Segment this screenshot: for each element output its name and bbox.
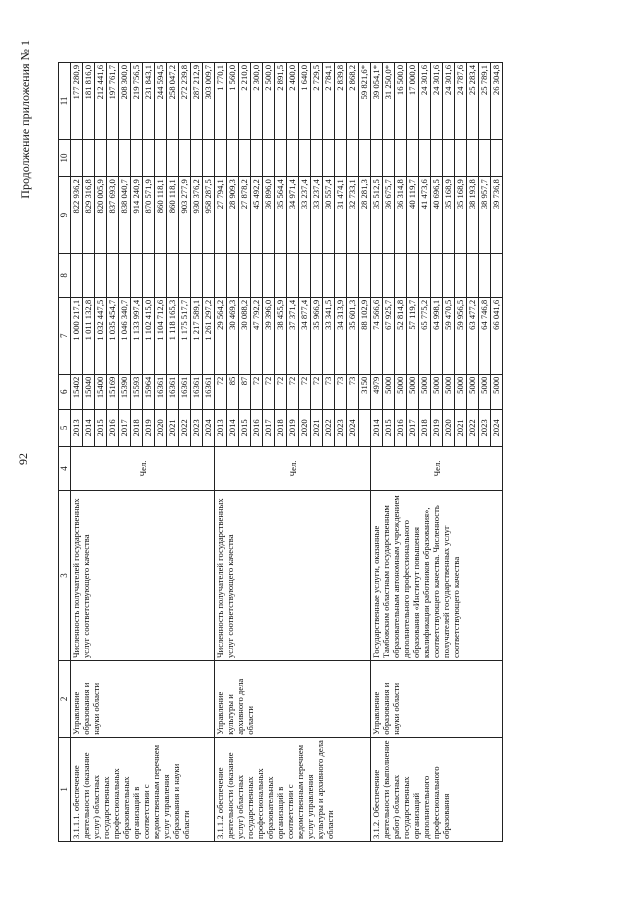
federal-cell <box>347 253 359 297</box>
regional-cell: 30 557,4 <box>323 177 335 254</box>
federal-cell <box>143 253 155 297</box>
total-cell: 37 371,4 <box>287 297 299 374</box>
local-cell <box>227 139 239 176</box>
local-cell <box>95 139 107 176</box>
column-number: 1 <box>59 737 71 841</box>
value-cell: 5000 <box>419 374 431 409</box>
offbudget-cell: 244 594,5 <box>155 63 167 140</box>
total-cell: 1 133 997,4 <box>131 297 143 374</box>
federal-cell <box>227 253 239 297</box>
column-number: 7 <box>59 297 71 374</box>
offbudget-cell: 208 300,0 <box>119 63 131 140</box>
federal-cell <box>299 253 311 297</box>
table-row <box>371 63 383 842</box>
value-cell: 15040 <box>83 374 95 409</box>
page-number: 92 <box>16 453 30 465</box>
total-cell: 1 000 217,1 <box>71 297 83 374</box>
offbudget-cell: 1 640,0 <box>299 63 311 140</box>
local-cell <box>335 139 347 176</box>
federal-cell <box>239 253 251 297</box>
local-cell <box>107 139 119 176</box>
local-cell <box>407 139 419 176</box>
federal-cell <box>203 253 215 297</box>
regional-cell: 930 376,2 <box>191 177 203 254</box>
column-number: 8 <box>59 253 71 297</box>
indicator-table <box>58 62 503 842</box>
value-cell: 15400 <box>95 374 107 409</box>
year-cell: 2021 <box>167 409 179 446</box>
responsible-org <box>371 660 503 737</box>
offbudget-cell: 1 770,1 <box>215 63 227 140</box>
offbudget-cell: 212 441,6 <box>95 63 107 140</box>
year-cell: 2024 <box>491 409 503 446</box>
local-cell <box>479 139 491 176</box>
year-cell: 2018 <box>419 409 431 446</box>
regional-cell: 32 733,1 <box>347 177 359 254</box>
offbudget-cell: 2 868,2 <box>347 63 359 140</box>
total-cell: 1 217 589,1 <box>191 297 203 374</box>
measure-name-text: 3.1.1.2 обеспечение деятельности (оказание услуг) областных государственных профессиональных образовательных организаций в соответствии с ведомственным перечнем услуг управления культуры и архивного дела области <box>215 740 335 839</box>
value-cell: 72 <box>311 374 323 409</box>
total-cell: 66 041,6 <box>491 297 503 374</box>
local-cell <box>395 139 407 176</box>
federal-cell <box>71 253 83 297</box>
regional-cell: 27 794,1 <box>215 177 227 254</box>
total-cell: 74 566,6 <box>371 297 383 374</box>
federal-cell <box>323 253 335 297</box>
regional-cell: 35 168,9 <box>455 177 467 254</box>
total-cell: 67 925,7 <box>383 297 395 374</box>
total-cell: 1 035 454,7 <box>107 297 119 374</box>
column-number: 11 <box>59 63 71 140</box>
offbudget-cell: 2 891,5 <box>275 63 287 140</box>
total-cell: 64 746,8 <box>479 297 491 374</box>
value-cell: 72 <box>251 374 263 409</box>
responsible-org <box>71 660 215 737</box>
year-cell: 2018 <box>131 409 143 446</box>
federal-cell <box>467 253 479 297</box>
regional-cell: 36 675,7 <box>383 177 395 254</box>
offbudget-cell: 24 301,6 <box>443 63 455 140</box>
offbudget-cell: 31 250,0* <box>383 63 395 140</box>
local-cell <box>371 139 383 176</box>
regional-cell: 35 168,9 <box>443 177 455 254</box>
offbudget-cell: 219 756,5 <box>131 63 143 140</box>
indicator-name-text: Численность получателей государственных услуг соответствующего качества <box>71 498 91 658</box>
table-row <box>71 63 83 842</box>
local-cell <box>287 139 299 176</box>
regional-cell: 33 237,4 <box>311 177 323 254</box>
federal-cell <box>83 253 95 297</box>
federal-cell <box>311 253 323 297</box>
value-cell: 16361 <box>179 374 191 409</box>
federal-cell <box>431 253 443 297</box>
local-cell <box>251 139 263 176</box>
federal-cell <box>419 253 431 297</box>
total-cell: 65 775,2 <box>419 297 431 374</box>
local-cell <box>143 139 155 176</box>
year-cell: 2020 <box>299 409 311 446</box>
value-cell: 72 <box>287 374 299 409</box>
total-cell: 33 341,5 <box>323 297 335 374</box>
offbudget-cell: 1 560,0 <box>227 63 239 140</box>
regional-cell: 40 696,5 <box>431 177 443 254</box>
value-cell: 4979 <box>371 374 383 409</box>
regional-cell: 837 693,0 <box>107 177 119 254</box>
regional-cell: 41 473,6 <box>419 177 431 254</box>
unit-of-measure-text: Чел. <box>287 460 298 477</box>
federal-cell <box>371 253 383 297</box>
offbudget-cell: 59 821,6* <box>359 63 371 140</box>
federal-cell <box>383 253 395 297</box>
regional-cell: 38 193,8 <box>467 177 479 254</box>
offbudget-cell: 2 400,0 <box>287 63 299 140</box>
total-cell: 30 469,3 <box>227 297 239 374</box>
year-cell: 2014 <box>371 409 383 446</box>
unit-of-measure <box>215 447 371 491</box>
value-cell: 5000 <box>467 374 479 409</box>
value-cell: 15390 <box>119 374 131 409</box>
measure-name <box>371 737 503 841</box>
indicator-name <box>371 490 503 660</box>
year-cell: 2014 <box>227 409 239 446</box>
local-cell <box>155 139 167 176</box>
regional-cell: 822 936,2 <box>71 177 83 254</box>
regional-cell: 829 316,8 <box>83 177 95 254</box>
column-number: 2 <box>59 660 71 737</box>
total-cell: 52 814,8 <box>395 297 407 374</box>
total-cell: 59 956,5 <box>455 297 467 374</box>
year-cell: 2022 <box>467 409 479 446</box>
offbudget-cell: 231 843,1 <box>143 63 155 140</box>
value-cell: 73 <box>323 374 335 409</box>
year-cell: 2016 <box>251 409 263 446</box>
year-cell: 2017 <box>407 409 419 446</box>
regional-cell: 860 118,1 <box>155 177 167 254</box>
local-cell <box>191 139 203 176</box>
column-number: 10 <box>59 139 71 176</box>
total-cell: 64 998,1 <box>431 297 443 374</box>
offbudget-cell: 26 304,8 <box>491 63 503 140</box>
value-cell: 5000 <box>455 374 467 409</box>
local-cell <box>443 139 455 176</box>
value-cell: 5000 <box>395 374 407 409</box>
total-cell: 57 119,7 <box>407 297 419 374</box>
total-cell: 63 477,2 <box>467 297 479 374</box>
offbudget-cell: 25 789,1 <box>479 63 491 140</box>
column-number: 9 <box>59 177 71 254</box>
federal-cell <box>479 253 491 297</box>
regional-cell: 36 896,0 <box>263 177 275 254</box>
responsible-org <box>215 660 371 737</box>
local-cell <box>83 139 95 176</box>
local-cell <box>491 139 503 176</box>
total-cell: 1 032 447,5 <box>95 297 107 374</box>
measure-name-text: 3.1.1.1. обеспечение деятельности (оказание услуг) областных государственных профессиональных образовательных организаций в соответствии с ведомственным перечнем услуг управления образования и науки области <box>71 744 191 839</box>
offbudget-cell: 177 280,9 <box>71 63 83 140</box>
year-cell: 2013 <box>71 409 83 446</box>
total-cell: 1 011 132,8 <box>83 297 95 374</box>
regional-cell: 860 118,1 <box>167 177 179 254</box>
regional-cell: 958 287,5 <box>203 177 215 254</box>
offbudget-cell: 39 054,1* <box>371 63 383 140</box>
offbudget-cell: 24 787,6 <box>455 63 467 140</box>
regional-cell: 838 040,7 <box>119 177 131 254</box>
indicator-name-text: Государственные услуги, оказанные Тамбовским областным государственным образовательным автономным учреждением дополнительного профессионального образования «Институт повышения квалификации работников образования», соответствующего качества. Численность получателей государственных услуг соответствующего качества <box>371 495 461 658</box>
value-cell: 15169 <box>107 374 119 409</box>
offbudget-cell: 24 301,6 <box>419 63 431 140</box>
value-cell: 87 <box>239 374 251 409</box>
total-cell: 34 877,4 <box>299 297 311 374</box>
total-cell: 1 046 340,7 <box>119 297 131 374</box>
regional-cell: 34 971,4 <box>287 177 299 254</box>
table-row <box>215 63 227 842</box>
column-number: 3 <box>59 490 71 660</box>
total-cell: 29 564,2 <box>215 297 227 374</box>
federal-cell <box>191 253 203 297</box>
regional-cell: 28 909,3 <box>227 177 239 254</box>
local-cell <box>311 139 323 176</box>
value-cell: 85 <box>227 374 239 409</box>
local-cell <box>167 139 179 176</box>
regional-cell: 27 878,2 <box>239 177 251 254</box>
local-cell <box>431 139 443 176</box>
offbudget-cell: 272 239,8 <box>179 63 191 140</box>
regional-cell: 45 492,2 <box>251 177 263 254</box>
year-cell: 2023 <box>479 409 491 446</box>
local-cell <box>239 139 251 176</box>
value-cell: 73 <box>335 374 347 409</box>
federal-cell <box>407 253 419 297</box>
local-cell <box>419 139 431 176</box>
value-cell: 5000 <box>431 374 443 409</box>
federal-cell <box>359 253 371 297</box>
local-cell <box>275 139 287 176</box>
value-cell: 15402 <box>71 374 83 409</box>
regional-cell: 28 281,3 <box>359 177 371 254</box>
federal-cell <box>455 253 467 297</box>
regional-cell: 40 119,7 <box>407 177 419 254</box>
measure-name <box>215 737 371 841</box>
total-cell: 88 102,9 <box>359 297 371 374</box>
offbudget-cell: 2 839,8 <box>335 63 347 140</box>
responsible-org-text: Управление образования и науки области <box>71 682 101 735</box>
offbudget-cell: 2 729,5 <box>311 63 323 140</box>
offbudget-cell: 197 761,7 <box>107 63 119 140</box>
appendix-note: Продолжение приложения № 1 <box>18 40 32 199</box>
total-cell: 35 966,9 <box>311 297 323 374</box>
total-cell: 38 455,9 <box>275 297 287 374</box>
offbudget-cell: 181 816,0 <box>83 63 95 140</box>
unit-of-measure <box>371 447 503 491</box>
federal-cell <box>131 253 143 297</box>
year-cell: 2020 <box>155 409 167 446</box>
local-cell <box>467 139 479 176</box>
offbudget-cell: 287 212,9 <box>191 63 203 140</box>
regional-cell: 903 277,9 <box>179 177 191 254</box>
column-number: 6 <box>59 374 71 409</box>
year-cell: 2024 <box>347 409 359 446</box>
local-cell <box>455 139 467 176</box>
value-cell: 72 <box>263 374 275 409</box>
measure-name-text: 3.1.2. Обеспечение деятельности (выполнение работ) областных государственных организаций дополнительного профессионального образования <box>371 740 451 839</box>
year-cell: 2024 <box>203 409 215 446</box>
local-cell <box>299 139 311 176</box>
local-cell <box>71 139 83 176</box>
total-cell: 35 601,3 <box>347 297 359 374</box>
value-cell: 5000 <box>491 374 503 409</box>
year-cell: 2022 <box>179 409 191 446</box>
year-cell: 2015 <box>383 409 395 446</box>
federal-cell <box>167 253 179 297</box>
total-cell: 34 313,9 <box>335 297 347 374</box>
year-cell: 2013 <box>215 409 227 446</box>
value-cell: 5000 <box>407 374 419 409</box>
local-cell <box>359 139 371 176</box>
year-cell: 2018 <box>275 409 287 446</box>
offbudget-cell: 2 500,0 <box>263 63 275 140</box>
local-cell <box>119 139 131 176</box>
year-cell: 2019 <box>431 409 443 446</box>
local-cell <box>347 139 359 176</box>
local-cell <box>203 139 215 176</box>
local-cell <box>215 139 227 176</box>
offbudget-cell: 25 283,4 <box>467 63 479 140</box>
year-cell: 2017 <box>119 409 131 446</box>
value-cell: 16361 <box>203 374 215 409</box>
local-cell <box>179 139 191 176</box>
offbudget-cell: 24 301,6 <box>431 63 443 140</box>
regional-cell: 38 957,7 <box>479 177 491 254</box>
year-cell: 2023 <box>335 409 347 446</box>
value-cell: 5000 <box>383 374 395 409</box>
value-cell: 16361 <box>155 374 167 409</box>
regional-cell: 914 240,9 <box>131 177 143 254</box>
federal-cell <box>251 253 263 297</box>
value-cell: 15964 <box>143 374 155 409</box>
value-cell: 73 <box>347 374 359 409</box>
value-cell: 3150 <box>359 374 371 409</box>
indicator-name-text: Численность получателей государственных услуг соответствующего качества <box>215 498 235 658</box>
value-cell: 5000 <box>479 374 491 409</box>
unit-of-measure-text: Чел. <box>431 460 442 477</box>
unit-of-measure-text: Чел. <box>137 460 148 477</box>
year-cell: 2017 <box>263 409 275 446</box>
measure-name <box>71 737 215 841</box>
offbudget-cell: 303 009,7 <box>203 63 215 140</box>
value-cell: 15593 <box>131 374 143 409</box>
local-cell <box>263 139 275 176</box>
federal-cell <box>107 253 119 297</box>
responsible-org-text: Управление культуры и архивного дела области <box>215 678 255 735</box>
indicator-name <box>71 490 215 660</box>
responsible-org-text: Управление образования и науки области <box>371 682 401 735</box>
total-cell: 1 118 165,3 <box>167 297 179 374</box>
regional-cell: 870 571,9 <box>143 177 155 254</box>
year-cell: 2022 <box>323 409 335 446</box>
value-cell: 5000 <box>443 374 455 409</box>
federal-cell <box>95 253 107 297</box>
year-cell: 2023 <box>191 409 203 446</box>
value-cell: 72 <box>299 374 311 409</box>
total-cell: 1 261 297,2 <box>203 297 215 374</box>
year-cell <box>359 409 371 446</box>
federal-cell <box>287 253 299 297</box>
total-cell: 1 104 712,6 <box>155 297 167 374</box>
column-number: 5 <box>59 409 71 446</box>
regional-cell: 820 005,9 <box>95 177 107 254</box>
total-cell: 39 396,0 <box>263 297 275 374</box>
federal-cell <box>119 253 131 297</box>
federal-cell <box>275 253 287 297</box>
local-cell <box>383 139 395 176</box>
year-cell: 2021 <box>311 409 323 446</box>
total-cell: 30 088,2 <box>239 297 251 374</box>
offbudget-cell: 2 784,1 <box>323 63 335 140</box>
total-cell: 59 470,5 <box>443 297 455 374</box>
total-cell: 47 792,2 <box>251 297 263 374</box>
local-cell <box>131 139 143 176</box>
column-number: 4 <box>59 447 71 491</box>
column-number-row <box>59 63 71 842</box>
value-cell: 16361 <box>167 374 179 409</box>
year-cell: 2014 <box>83 409 95 446</box>
federal-cell <box>395 253 407 297</box>
regional-cell: 39 736,8 <box>491 177 503 254</box>
offbudget-cell: 16 500,0 <box>395 63 407 140</box>
offbudget-cell: 258 047,2 <box>167 63 179 140</box>
federal-cell <box>491 253 503 297</box>
total-cell: 1 102 415,0 <box>143 297 155 374</box>
indicator-name <box>215 490 371 660</box>
regional-cell: 35 564,4 <box>275 177 287 254</box>
federal-cell <box>215 253 227 297</box>
value-cell: 72 <box>215 374 227 409</box>
offbudget-cell: 17 000,0 <box>407 63 419 140</box>
year-cell: 2019 <box>143 409 155 446</box>
offbudget-cell: 2 210,0 <box>239 63 251 140</box>
value-cell: 16361 <box>191 374 203 409</box>
year-cell: 2015 <box>95 409 107 446</box>
federal-cell <box>443 253 455 297</box>
value-cell: 72 <box>275 374 287 409</box>
offbudget-cell: 2 300,0 <box>251 63 263 140</box>
federal-cell <box>179 253 191 297</box>
year-cell: 2020 <box>443 409 455 446</box>
unit-of-measure <box>71 447 215 491</box>
year-cell: 2016 <box>395 409 407 446</box>
year-cell: 2019 <box>287 409 299 446</box>
federal-cell <box>335 253 347 297</box>
regional-cell: 31 474,1 <box>335 177 347 254</box>
federal-cell <box>155 253 167 297</box>
federal-cell <box>263 253 275 297</box>
total-cell: 1 175 517,7 <box>179 297 191 374</box>
year-cell: 2016 <box>107 409 119 446</box>
year-cell: 2021 <box>455 409 467 446</box>
regional-cell: 36 314,8 <box>395 177 407 254</box>
year-cell: 2015 <box>239 409 251 446</box>
local-cell <box>323 139 335 176</box>
regional-cell: 33 237,4 <box>299 177 311 254</box>
regional-cell: 35 512,5 <box>371 177 383 254</box>
